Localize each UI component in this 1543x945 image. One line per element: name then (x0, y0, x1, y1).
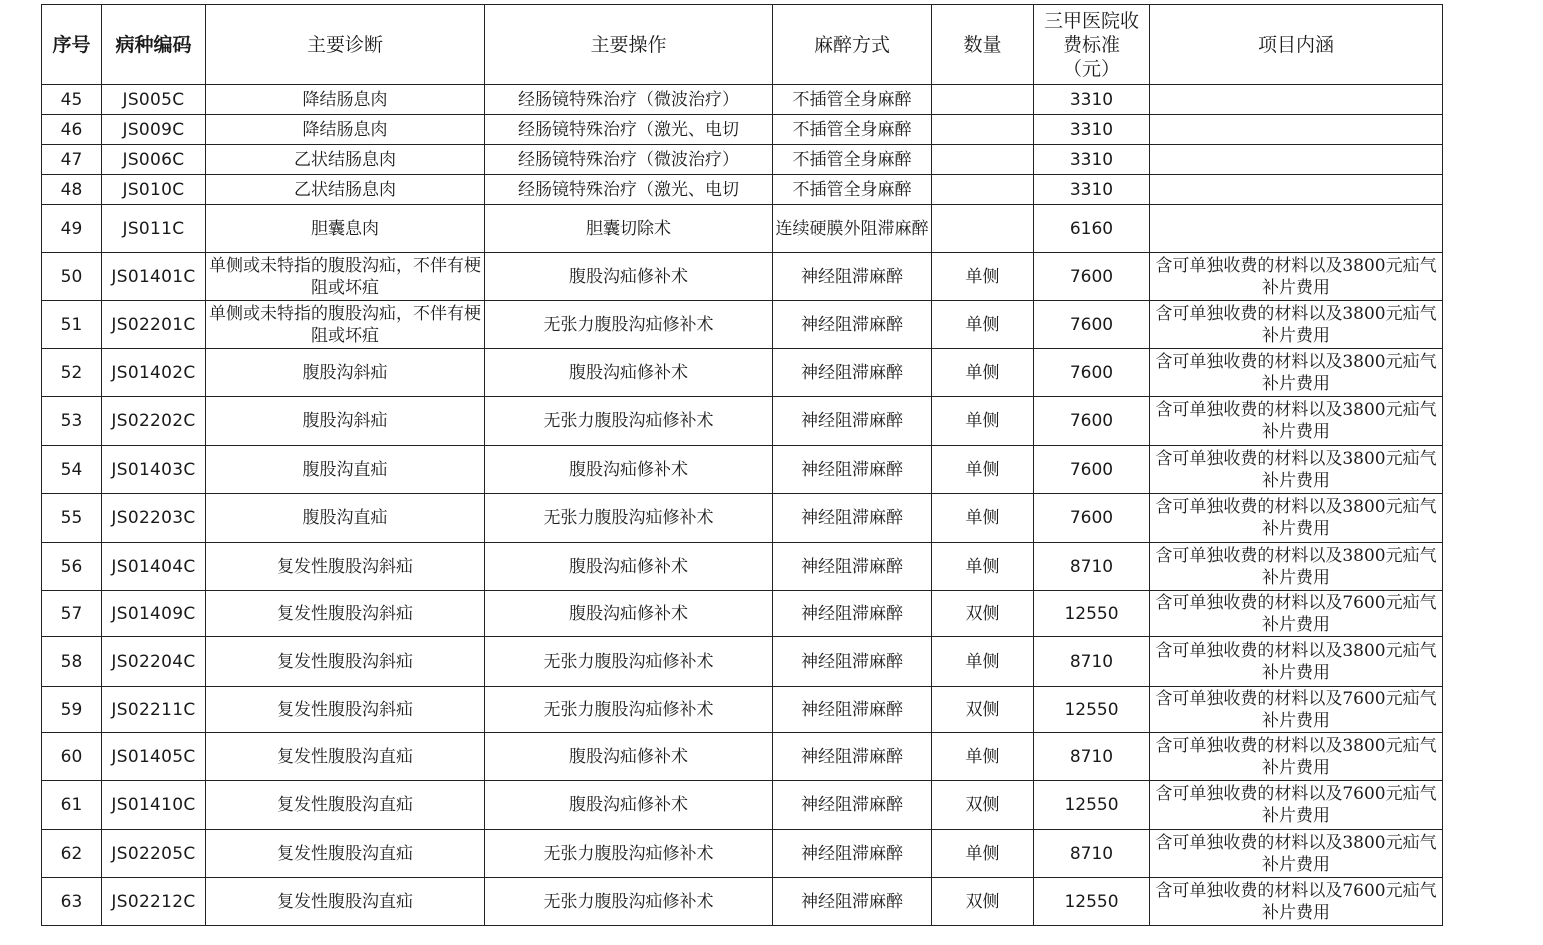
cell-seq: 47 (42, 145, 102, 175)
cell-price: 8710 (1034, 543, 1150, 591)
header-price: 三甲医院收费标准（元） (1034, 5, 1150, 85)
cell-anesthesia (773, 253, 932, 301)
cell-anesthesia-text: 神经阻滞麻醉 (801, 362, 903, 383)
fee-table (41, 4, 1443, 926)
cell-quantity: 双侧 (932, 687, 1034, 733)
table-row (42, 591, 1443, 637)
cell-diagnosis-text: 腹股沟直疝 (302, 459, 388, 480)
cell-anesthesia-text: 神经阻滞麻醉 (801, 699, 903, 720)
cell-operation: 腹股沟疝修补术 (485, 253, 773, 301)
cell-content-text: 含可单独收费的材料以及3800元疝气补片费用 (1155, 545, 1437, 588)
cell-anesthesia-text: 神经阻滞麻醉 (801, 746, 903, 767)
cell-diagnosis (206, 301, 485, 349)
cell-anesthesia (773, 591, 932, 637)
header-code: 病种编码 (102, 5, 206, 85)
table-row (42, 878, 1443, 926)
cell-operation: 腹股沟疝修补术 (485, 733, 773, 781)
cell-seq: 57 (42, 591, 102, 637)
table-row (42, 781, 1443, 830)
cell-operation: 腹股沟疝修补术 (485, 591, 773, 637)
cell-price: 7600 (1034, 349, 1150, 397)
cell-price: 7600 (1034, 253, 1150, 301)
cell-operation: 经肠镜特殊治疗（微波治疗） (485, 85, 773, 115)
cell-content (1150, 349, 1443, 397)
cell-quantity: 单侧 (932, 301, 1034, 349)
cell-seq: 59 (42, 687, 102, 733)
cell-price: 3310 (1034, 145, 1150, 175)
cell-quantity: 单侧 (932, 830, 1034, 878)
cell-anesthesia (773, 397, 932, 446)
cell-anesthesia-text: 神经阻滞麻醉 (801, 411, 903, 431)
cell-quantity: 单侧 (932, 397, 1034, 446)
cell-diagnosis-text: 单侧或未特指的腹股沟疝，不伴有梗阻或坏疽 (209, 303, 481, 346)
cell-anesthesia (773, 830, 932, 878)
cell-code: JS009C (102, 115, 206, 145)
cell-diagnosis (206, 85, 485, 115)
cell-code: JS01404C (102, 543, 206, 591)
cell-code: JS01402C (102, 349, 206, 397)
cell-price: 6160 (1034, 205, 1150, 253)
cell-code: JS02204C (102, 637, 206, 687)
cell-content (1150, 145, 1443, 175)
cell-seq: 58 (42, 637, 102, 687)
cell-operation: 无张力腹股沟疝修补术 (485, 494, 773, 543)
cell-diagnosis-text: 腹股沟斜疝 (302, 411, 388, 431)
cell-seq: 53 (42, 397, 102, 446)
cell-code: JS02202C (102, 397, 206, 446)
cell-seq: 56 (42, 543, 102, 591)
cell-diagnosis (206, 205, 485, 253)
table-row (42, 733, 1443, 781)
cell-diagnosis (206, 397, 485, 446)
cell-content (1150, 253, 1443, 301)
cell-code: JS01405C (102, 733, 206, 781)
table-row (42, 687, 1443, 733)
table-row (42, 145, 1443, 175)
cell-diagnosis (206, 494, 485, 543)
cell-content-text: 含可单独收费的材料以及3800元疝气补片费用 (1155, 497, 1437, 539)
cell-quantity: 单侧 (932, 543, 1034, 591)
cell-anesthesia (773, 494, 932, 543)
cell-price: 7600 (1034, 301, 1150, 349)
cell-price: 3310 (1034, 115, 1150, 145)
cell-anesthesia-text: 不插管全身麻醉 (792, 179, 912, 200)
table-row (42, 301, 1443, 349)
table-row (42, 397, 1443, 446)
cell-price: 3310 (1034, 175, 1150, 205)
cell-anesthesia (773, 85, 932, 115)
cell-content-text: 含可单独收费的材料以及3800元疝气补片费用 (1155, 832, 1437, 875)
cell-quantity: 双侧 (932, 781, 1034, 830)
cell-code: JS005C (102, 85, 206, 115)
cell-diagnosis (206, 446, 485, 494)
cell-operation: 胆囊切除术 (485, 205, 773, 253)
cell-code: JS02201C (102, 301, 206, 349)
table-row (42, 205, 1443, 253)
cell-quantity (932, 175, 1034, 205)
cell-quantity: 单侧 (932, 733, 1034, 781)
table-row (42, 175, 1443, 205)
cell-quantity: 双侧 (932, 878, 1034, 926)
cell-operation: 经肠镜特殊治疗（微波治疗） (485, 145, 773, 175)
cell-code: JS01403C (102, 446, 206, 494)
cell-diagnosis-text: 乙状结肠息肉 (294, 179, 396, 200)
cell-anesthesia-text: 不插管全身麻醉 (792, 119, 912, 140)
cell-anesthesia-text: 神经阻滞麻醉 (801, 891, 903, 912)
cell-anesthesia (773, 543, 932, 591)
cell-code: JS02203C (102, 494, 206, 543)
cell-content-text: 含可单独收费的材料以及7600元疝气补片费用 (1155, 880, 1437, 923)
cell-diagnosis-text: 腹股沟直疝 (302, 508, 388, 528)
header-quantity: 数量 (932, 5, 1034, 85)
cell-quantity: 单侧 (932, 494, 1034, 543)
cell-anesthesia-text: 神经阻滞麻醉 (801, 795, 903, 815)
cell-operation: 经肠镜特殊治疗（激光、电切 (485, 175, 773, 205)
cell-diagnosis (206, 878, 485, 926)
cell-code: JS010C (102, 175, 206, 205)
cell-diagnosis-text: 腹股沟斜疝 (302, 362, 388, 383)
table-header-row (42, 5, 1443, 85)
cell-content (1150, 781, 1443, 830)
cell-code: JS02211C (102, 687, 206, 733)
cell-seq: 50 (42, 253, 102, 301)
cell-diagnosis (206, 591, 485, 637)
cell-quantity: 单侧 (932, 446, 1034, 494)
cell-operation: 腹股沟疝修补术 (485, 349, 773, 397)
cell-price: 3310 (1034, 85, 1150, 115)
cell-anesthesia-text: 不插管全身麻醉 (792, 89, 912, 110)
cell-diagnosis-text: 复发性腹股沟直疝 (277, 795, 413, 815)
cell-diagnosis-text: 胆囊息肉 (311, 218, 379, 239)
table-row (42, 830, 1443, 878)
cell-seq: 61 (42, 781, 102, 830)
cell-diagnosis (206, 253, 485, 301)
cell-seq: 49 (42, 205, 102, 253)
header-operation: 主要操作 (485, 5, 773, 85)
table-row (42, 543, 1443, 591)
cell-seq: 55 (42, 494, 102, 543)
cell-seq: 63 (42, 878, 102, 926)
cell-content-text: 含可单独收费的材料以及3800元疝气补片费用 (1155, 303, 1437, 346)
cell-content (1150, 687, 1443, 733)
cell-code: JS01409C (102, 591, 206, 637)
cell-anesthesia (773, 733, 932, 781)
cell-seq: 51 (42, 301, 102, 349)
cell-quantity (932, 145, 1034, 175)
cell-anesthesia (773, 205, 932, 253)
cell-price: 12550 (1034, 781, 1150, 830)
cell-seq: 54 (42, 446, 102, 494)
cell-anesthesia (773, 175, 932, 205)
cell-anesthesia-text: 神经阻滞麻醉 (801, 603, 903, 624)
cell-content (1150, 175, 1443, 205)
cell-quantity: 双侧 (932, 591, 1034, 637)
cell-seq: 62 (42, 830, 102, 878)
cell-content-text: 含可单独收费的材料以及7600元疝气补片费用 (1155, 688, 1437, 731)
cell-seq: 52 (42, 349, 102, 397)
cell-content (1150, 494, 1443, 543)
cell-content-text: 含可单独收费的材料以及3800元疝气补片费用 (1155, 735, 1437, 778)
cell-quantity: 单侧 (932, 637, 1034, 687)
cell-price: 8710 (1034, 733, 1150, 781)
cell-content (1150, 85, 1443, 115)
cell-quantity: 单侧 (932, 349, 1034, 397)
cell-diagnosis-text: 单侧或未特指的腹股沟疝，不伴有梗阻或坏疽 (209, 255, 481, 298)
cell-quantity: 单侧 (932, 253, 1034, 301)
cell-seq: 45 (42, 85, 102, 115)
cell-anesthesia-text: 神经阻滞麻醉 (801, 314, 903, 335)
cell-diagnosis-text: 降结肠息肉 (302, 119, 388, 140)
cell-diagnosis (206, 175, 485, 205)
cell-diagnosis (206, 543, 485, 591)
cell-diagnosis-text: 复发性腹股沟斜疝 (277, 651, 413, 672)
cell-diagnosis-text: 乙状结肠息肉 (294, 149, 396, 170)
cell-operation: 腹股沟疝修补术 (485, 781, 773, 830)
cell-diagnosis (206, 830, 485, 878)
header-anesthesia: 麻醉方式 (773, 5, 932, 85)
cell-diagnosis (206, 349, 485, 397)
cell-diagnosis-text: 复发性腹股沟直疝 (277, 891, 413, 912)
cell-code: JS01401C (102, 253, 206, 301)
cell-diagnosis (206, 637, 485, 687)
cell-operation: 经肠镜特殊治疗（激光、电切 (485, 115, 773, 145)
cell-anesthesia (773, 687, 932, 733)
cell-operation: 腹股沟疝修补术 (485, 543, 773, 591)
cell-anesthesia-text: 连续硬膜外阻滞麻醉 (775, 218, 929, 239)
cell-operation: 无张力腹股沟疝修补术 (485, 687, 773, 733)
cell-anesthesia (773, 115, 932, 145)
cell-content-text: 含可单独收费的材料以及3800元疝气补片费用 (1155, 400, 1437, 442)
cell-anesthesia-text: 神经阻滞麻醉 (801, 843, 903, 864)
cell-anesthesia-text: 不插管全身麻醉 (792, 149, 912, 170)
cell-operation: 无张力腹股沟疝修补术 (485, 301, 773, 349)
cell-content (1150, 397, 1443, 446)
cell-content (1150, 543, 1443, 591)
cell-operation: 无张力腹股沟疝修补术 (485, 637, 773, 687)
cell-content (1150, 830, 1443, 878)
cell-price: 12550 (1034, 591, 1150, 637)
table-row (42, 446, 1443, 494)
table-row (42, 253, 1443, 301)
cell-diagnosis-text: 降结肠息肉 (302, 89, 388, 110)
cell-diagnosis (206, 115, 485, 145)
cell-anesthesia-text: 神经阻滞麻醉 (801, 508, 903, 528)
cell-price: 8710 (1034, 830, 1150, 878)
cell-anesthesia (773, 349, 932, 397)
cell-price: 8710 (1034, 637, 1150, 687)
cell-price: 7600 (1034, 446, 1150, 494)
cell-price: 12550 (1034, 878, 1150, 926)
cell-content (1150, 205, 1443, 253)
cell-code: JS02212C (102, 878, 206, 926)
cell-quantity (932, 115, 1034, 145)
cell-seq: 60 (42, 733, 102, 781)
cell-content-text: 含可单独收费的材料以及3800元疝气补片费用 (1155, 448, 1437, 491)
cell-diagnosis-text: 复发性腹股沟斜疝 (277, 603, 413, 624)
cell-content-text: 含可单独收费的材料以及7600元疝气补片费用 (1155, 784, 1437, 826)
cell-anesthesia (773, 446, 932, 494)
cell-content-text: 含可单独收费的材料以及3800元疝气补片费用 (1155, 255, 1437, 298)
cell-content-text: 含可单独收费的材料以及3800元疝气补片费用 (1155, 640, 1437, 683)
cell-content (1150, 637, 1443, 687)
table-row (42, 349, 1443, 397)
table-row (42, 85, 1443, 115)
cell-diagnosis-text: 复发性腹股沟直疝 (277, 746, 413, 767)
cell-code: JS011C (102, 205, 206, 253)
cell-content-text: 含可单独收费的材料以及3800元疝气补片费用 (1155, 351, 1437, 394)
cell-anesthesia (773, 145, 932, 175)
cell-quantity (932, 85, 1034, 115)
cell-content (1150, 591, 1443, 637)
cell-diagnosis-text: 复发性腹股沟斜疝 (277, 556, 413, 577)
cell-operation: 无张力腹股沟疝修补术 (485, 830, 773, 878)
cell-anesthesia (773, 781, 932, 830)
cell-diagnosis (206, 781, 485, 830)
header-seq: 序号 (42, 5, 102, 85)
cell-anesthesia-text: 神经阻滞麻醉 (801, 266, 903, 287)
cell-price: 12550 (1034, 687, 1150, 733)
cell-anesthesia (773, 637, 932, 687)
header-diagnosis: 主要诊断 (206, 5, 485, 85)
cell-code: JS02205C (102, 830, 206, 878)
cell-anesthesia-text: 神经阻滞麻醉 (801, 556, 903, 577)
cell-anesthesia-text: 神经阻滞麻醉 (801, 651, 903, 672)
cell-content (1150, 878, 1443, 926)
cell-content (1150, 733, 1443, 781)
table-row (42, 115, 1443, 145)
cell-operation: 无张力腹股沟疝修补术 (485, 878, 773, 926)
cell-diagnosis (206, 733, 485, 781)
cell-operation: 腹股沟疝修补术 (485, 446, 773, 494)
cell-operation: 无张力腹股沟疝修补术 (485, 397, 773, 446)
header-content: 项目内涵 (1150, 5, 1443, 85)
cell-seq: 48 (42, 175, 102, 205)
cell-content (1150, 301, 1443, 349)
table-row (42, 637, 1443, 687)
cell-content (1150, 446, 1443, 494)
cell-price: 7600 (1034, 494, 1150, 543)
cell-content-text: 含可单独收费的材料以及7600元疝气补片费用 (1155, 592, 1437, 635)
cell-seq: 46 (42, 115, 102, 145)
cell-code: JS006C (102, 145, 206, 175)
table-body (42, 85, 1443, 926)
cell-content (1150, 115, 1443, 145)
cell-diagnosis (206, 145, 485, 175)
cell-anesthesia (773, 301, 932, 349)
cell-anesthesia-text: 神经阻滞麻醉 (801, 459, 903, 480)
cell-price: 7600 (1034, 397, 1150, 446)
cell-anesthesia (773, 878, 932, 926)
table-row (42, 494, 1443, 543)
cell-diagnosis-text: 复发性腹股沟直疝 (277, 843, 413, 864)
cell-diagnosis-text: 复发性腹股沟斜疝 (277, 699, 413, 720)
cell-diagnosis (206, 687, 485, 733)
cell-quantity (932, 205, 1034, 253)
cell-code: JS01410C (102, 781, 206, 830)
